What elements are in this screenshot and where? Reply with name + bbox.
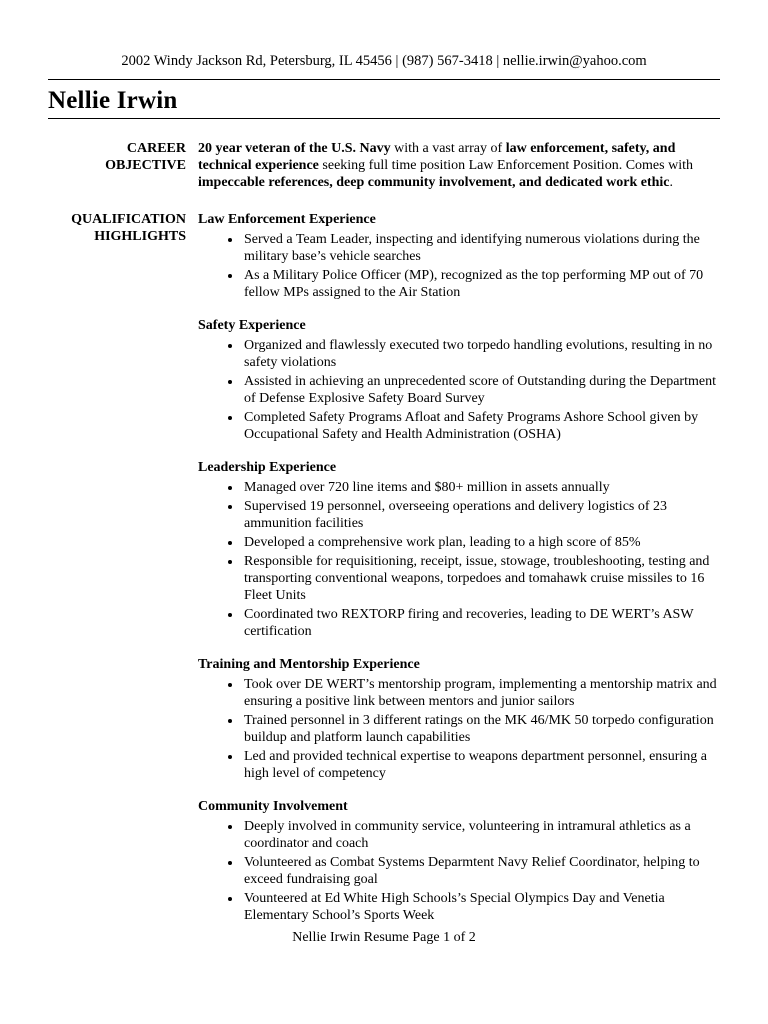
objective-segment: seeking full time position Law Enforcement Position. Comes with	[318, 158, 693, 173]
qualification-highlights-label-line1: QUALIFICATION	[71, 212, 186, 227]
bullet-item: • Trained personnel in 3 different ratings on the MK 46/MK 50 torpedo configuration buildup and platform launch capabilities	[242, 712, 720, 746]
bullet-item: • Volunteered as Combat Systems Deparmtent Navy Relief Coordinator, helping to exceed fundraising goal	[242, 854, 720, 888]
objective-segment: 20 year veteran of the U.S. Navy	[198, 141, 391, 156]
objective-segment: with a vast array of	[390, 141, 506, 156]
bullet-item: • Developed a comprehensive work plan, leading to a high score of 85%	[242, 534, 720, 551]
qualification-highlights-label-line2: HIGHLIGHTS	[94, 229, 186, 244]
bullet-item: • Coordinated two REXTORP firing and recoveries, leading to DE WERT’s ASW certification	[242, 606, 720, 640]
qualification-highlights-label	[48, 211, 186, 926]
objective-segment: law enforcement, safety, and technical experience	[198, 141, 676, 173]
highlight-section	[198, 798, 720, 924]
bullet-item: • Deeply involved in community service, volunteering in intramural athletics as a coordinator and coach	[242, 818, 720, 852]
contact-line: 2002 Windy Jackson Rd, Petersburg, IL 45456 | (987) 567-3418 | nellie.irwin@yahoo.com	[48, 52, 720, 80]
highlight-section	[198, 459, 720, 640]
bullet-item: • As a Military Police Officer (MP), recognized as the top performing MP out of 70 fellow MPs assigned to the Air Station	[242, 267, 720, 301]
career-objective-label-line2: OBJECTIVE	[105, 158, 186, 173]
bullet-list	[198, 818, 720, 924]
career-objective-text	[198, 140, 720, 191]
bullet-list	[198, 337, 720, 443]
bullet-item: • Vounteered at Ed White High Schools’s Special Olympics Day and Venetia Elementary School’s Sports Week	[242, 890, 720, 924]
highlights-sections	[198, 211, 720, 926]
bullet-item: • Supervised 19 personnel, overseeing operations and delivery logistics of 23 ammunition facilities	[242, 498, 720, 532]
career-objective-label-line1: CAREER	[126, 141, 186, 156]
bullet-list	[198, 676, 720, 782]
bullet-list	[198, 231, 720, 301]
bullet-item: • Managed over 720 line items and $80+ million in assets annually	[242, 479, 720, 496]
section-heading: Law Enforcement Experience	[198, 212, 376, 227]
resume-body	[48, 140, 720, 926]
section-heading: Community Involvement	[198, 799, 348, 814]
section-heading: Leadership Experience	[198, 460, 337, 475]
bullet-list	[198, 479, 720, 640]
section-heading: Training and Mentorship Experience	[198, 657, 420, 672]
page-title: Nellie Irwin	[48, 87, 720, 119]
page-footer: Nellie Irwin Resume Page 1 of 2	[292, 930, 476, 945]
highlight-section	[198, 317, 720, 443]
bullet-item: • Responsible for requisitioning, receipt, issue, stowage, troubleshooting, testing and transporting conventional weapons, torpedoes and tomahawk cruise missiles to 16 Fleet Units	[242, 553, 720, 604]
objective-segment: .	[669, 175, 674, 190]
bullet-item: • Took over DE WERT’s mentorship program, implementing a mentorship matrix and ensuring a positive link between mentors and junior sailors	[242, 676, 720, 710]
career-objective-label	[48, 140, 186, 191]
bullet-item: • Assisted in achieving an unprecedented score of Outstanding during the Department of Defense Explosive Safety Board Survey	[242, 373, 720, 407]
bullet-item: • Completed Safety Programs Afloat and Safety Programs Ashore School given by Occupational Safety and Health Administration (OSHA)	[242, 409, 720, 443]
bullet-item: • Led and provided technical expertise to weapons department personnel, ensuring a high level of competency	[242, 748, 720, 782]
objective-segment: impeccable references, deep community involvement, and dedicated work ethic	[198, 175, 670, 190]
bullet-item: • Served a Team Leader, inspecting and identifying numerous violations during the military base’s vehicle searches	[242, 231, 720, 265]
section-heading: Safety Experience	[198, 318, 306, 333]
highlight-section	[198, 656, 720, 782]
highlight-section	[198, 211, 720, 301]
bullet-item: • Organized and flawlessly executed two torpedo handling evolutions, resulting in no safety violations	[242, 337, 720, 371]
